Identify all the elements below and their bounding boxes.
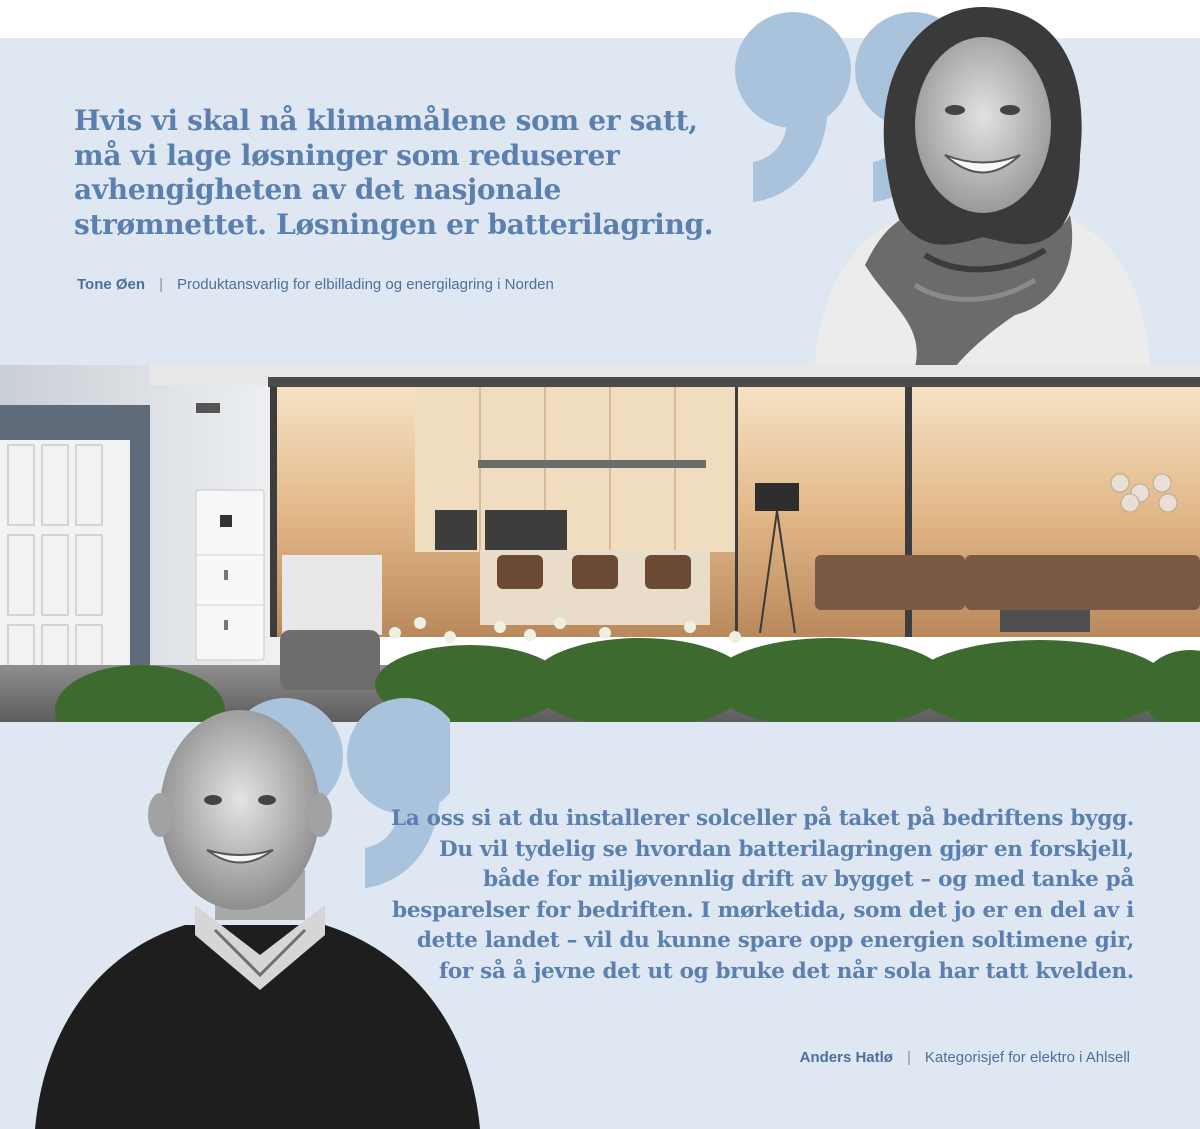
portrait-tone-oen: [805, 5, 1155, 367]
house-battery-photo: [0, 365, 1200, 725]
quote-text-secondary: La oss si at du installerer solceller på taket på bedriftens bygg. Du vil tydelig se hvordan batterilagringen gjør en forskjell, både for miljøvennlig drift av bygget – og med tanke på besparelser for bedriften. I mørketida, som det jo er en del av i dette landet – vil du kunne spare opp energien soltimene gir, for så å jevne det ut og bruke det når sola har tatt kvelden.: [391, 806, 1134, 984]
separator: |: [159, 276, 163, 293]
speaker-title: Produktansvarlig for elbillading og energilagring i Norden: [176, 276, 554, 293]
quote-text-primary: Hvis vi skal nå klimamålene som er satt, må vi lage løsninger som reduserer avhengigheten av det nasjonale strømnettet. Løsningen er batterilagring.: [74, 104, 714, 241]
battery-unit: [196, 490, 264, 660]
speaker-name: Tone Øen: [77, 276, 146, 293]
attribution-secondary: [800, 1049, 1130, 1066]
speaker-title: Kategorisjef for elektro i Ahlsell: [924, 1049, 1130, 1066]
attribution-primary: [77, 276, 554, 293]
speaker-name: Anders Hatlø: [799, 1049, 893, 1066]
separator: |: [906, 1049, 911, 1066]
